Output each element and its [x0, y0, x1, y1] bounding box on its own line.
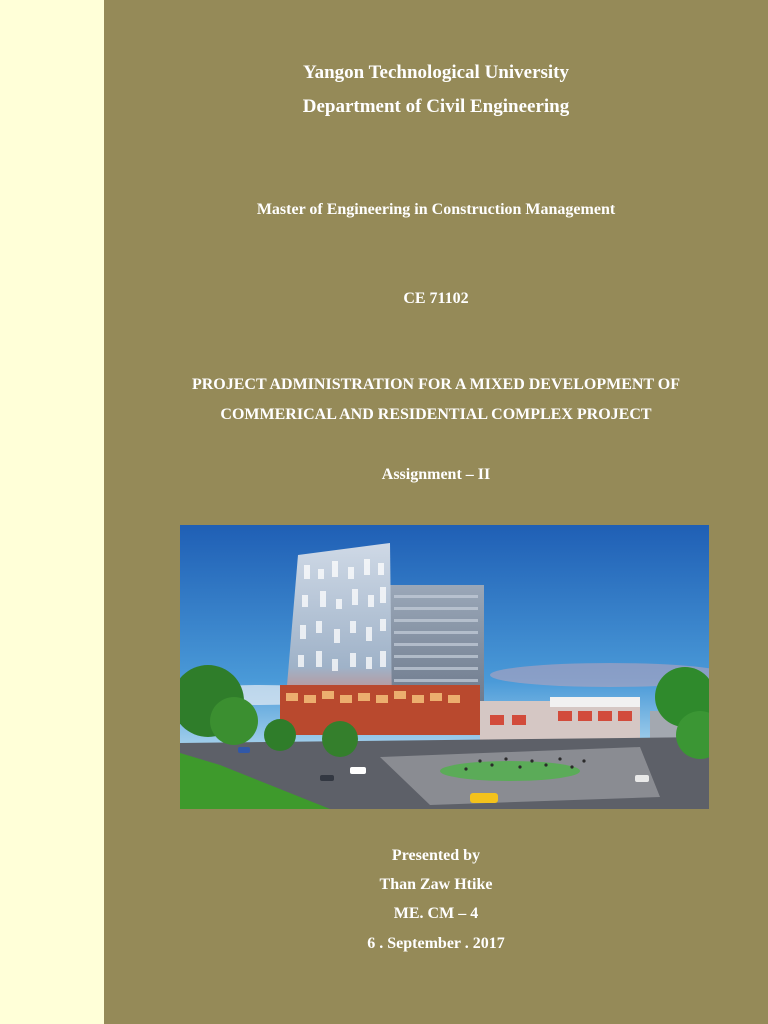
- university-name: Yangon Technological University: [302, 62, 570, 83]
- degree-program: Master of Engineering in Construction Management: [256, 201, 616, 218]
- project-title-line-2: COMMERICAL AND RESIDENTIAL COMPLEX PROJECT: [220, 406, 652, 423]
- department-name: Department of Civil Engineering: [302, 96, 570, 117]
- submission-date: 6 . September . 2017: [367, 935, 505, 952]
- assignment-label: Assignment – II: [381, 466, 491, 483]
- cover-page: [104, 0, 768, 1024]
- presented-by-label: Presented by: [391, 847, 481, 864]
- project-title-line-1: PROJECT ADMINISTRATION FOR A MIXED DEVELOPMENT OF: [191, 376, 681, 393]
- class-label: ME. CM – 4: [393, 905, 479, 922]
- building-rendering-image: [180, 525, 709, 809]
- author-name: Than Zaw Htike: [379, 876, 493, 893]
- course-code: CE 71102: [403, 290, 469, 307]
